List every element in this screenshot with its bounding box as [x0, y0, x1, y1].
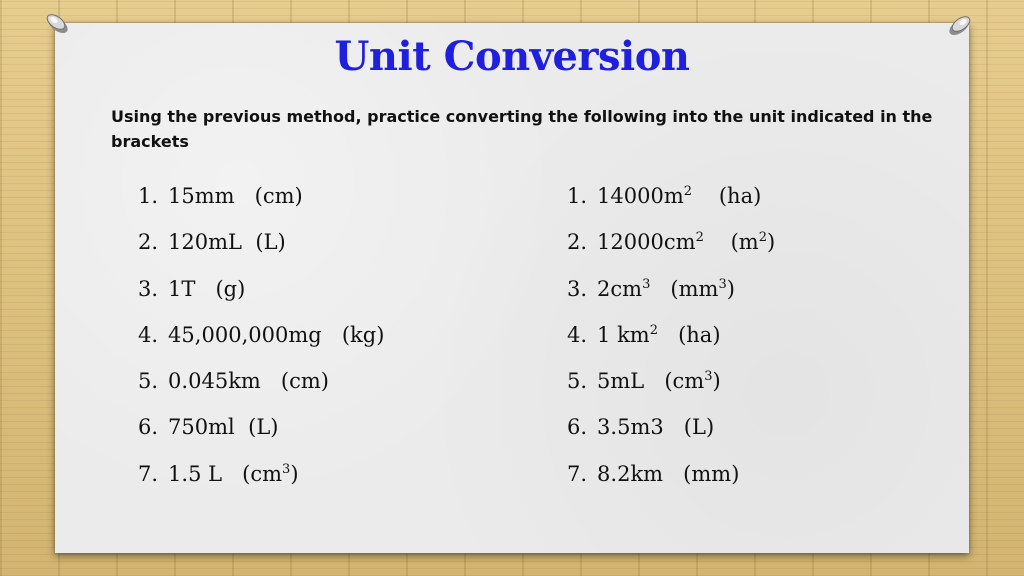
list-item	[567, 227, 947, 273]
list-item	[567, 274, 947, 320]
item-number: 2.	[138, 230, 159, 255]
list-item	[567, 412, 947, 458]
item-text: 5mL $(cm^3)$	[597, 369, 721, 394]
item-number: 4.	[567, 322, 588, 347]
left-problem-list	[138, 181, 538, 505]
item-text: 8.2km (mm)	[597, 461, 740, 486]
item-number: 3.	[138, 276, 159, 301]
list-item	[567, 320, 947, 366]
item-number: 6.	[567, 415, 588, 440]
list-item	[138, 459, 538, 505]
item-number: 5.	[138, 369, 159, 394]
item-number: 1.	[138, 184, 159, 208]
item-text: $12000cm^2$ $(m^2)$	[597, 230, 776, 255]
item-number: 2.	[567, 230, 588, 255]
right-problem-list	[567, 181, 947, 505]
list-item	[138, 227, 538, 273]
slide-title: Unit Conversion	[334, 33, 690, 80]
item-text: 0.045km (cm)	[168, 369, 329, 394]
item-text: 1T (g)	[168, 276, 246, 301]
list-item	[138, 274, 538, 320]
instructions-text: Using the previous method, practice converting the following into the unit indicated in the brackets	[111, 107, 933, 151]
list-item	[567, 181, 947, 227]
item-text: $14000m^2$ (ha)	[597, 184, 762, 208]
list-item	[567, 366, 947, 412]
item-number: 7.	[138, 461, 159, 486]
item-text: 120mL (L)	[168, 230, 286, 255]
list-item	[138, 320, 538, 366]
item-text: 3.5m3 (L)	[597, 415, 715, 440]
item-number: 4.	[138, 322, 159, 347]
list-item	[138, 181, 538, 227]
list-item	[138, 366, 538, 412]
item-number: 7.	[567, 461, 588, 486]
item-number: 3.	[567, 276, 588, 301]
list-item	[138, 412, 538, 458]
item-number: 5.	[567, 369, 588, 394]
item-text: 1.5 L $(cm^3)$	[168, 461, 299, 486]
item-text: 15mm (cm)	[168, 184, 303, 208]
item-number: 6.	[138, 415, 159, 440]
list-item	[567, 459, 947, 505]
item-text: 1 $km^2$ (ha)	[597, 322, 721, 347]
item-number: 1.	[567, 184, 588, 208]
item-text: 750ml (L)	[168, 415, 279, 440]
item-text: 45,000,000mg (kg)	[168, 322, 385, 347]
item-text: $2cm^3$ $(mm^3)$	[597, 276, 735, 301]
